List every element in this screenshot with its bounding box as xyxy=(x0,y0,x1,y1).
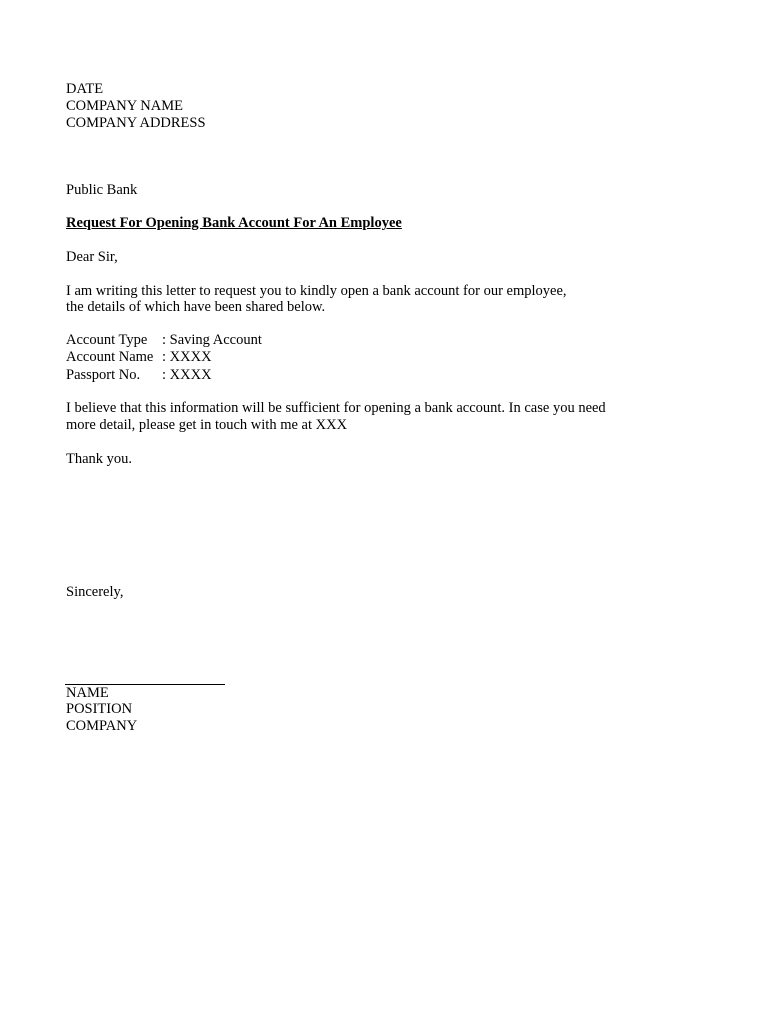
company-address-line: COMPANY ADDRESS xyxy=(66,115,206,131)
thanks-line: Thank you. xyxy=(66,451,133,467)
detail-value-account-name: : XXXX xyxy=(162,349,212,365)
closing-paragraph-line-1: I believe that this information will be sufficient for opening a bank account. In case you need xyxy=(66,400,606,416)
detail-value-passport-no: : XXXX xyxy=(162,367,212,383)
subject-line: Request For Opening Bank Account For An Employee xyxy=(66,215,402,231)
detail-label-account-type: Account Type xyxy=(66,332,148,348)
date-line: DATE xyxy=(66,81,104,97)
detail-label-passport-no: Passport No. xyxy=(66,367,141,383)
salutation: Dear Sir, xyxy=(66,249,118,265)
signature-position: POSITION xyxy=(66,701,133,717)
signoff-line: Sincerely, xyxy=(66,584,124,600)
signature-company: COMPANY xyxy=(66,718,138,734)
closing-paragraph-line-2: more detail, please get in touch with me at XXX xyxy=(66,417,348,433)
signature-name: NAME xyxy=(66,685,109,701)
intro-line-2: the details of which have been shared below. xyxy=(66,299,326,315)
detail-label-account-name: Account Name xyxy=(66,349,154,365)
detail-value-account-type: : Saving Account xyxy=(162,332,262,348)
intro-line-1: I am writing this letter to request you to kindly open a bank account for our employee, xyxy=(66,283,567,299)
recipient-line: Public Bank xyxy=(66,182,138,198)
company-name-line: COMPANY NAME xyxy=(66,98,183,114)
